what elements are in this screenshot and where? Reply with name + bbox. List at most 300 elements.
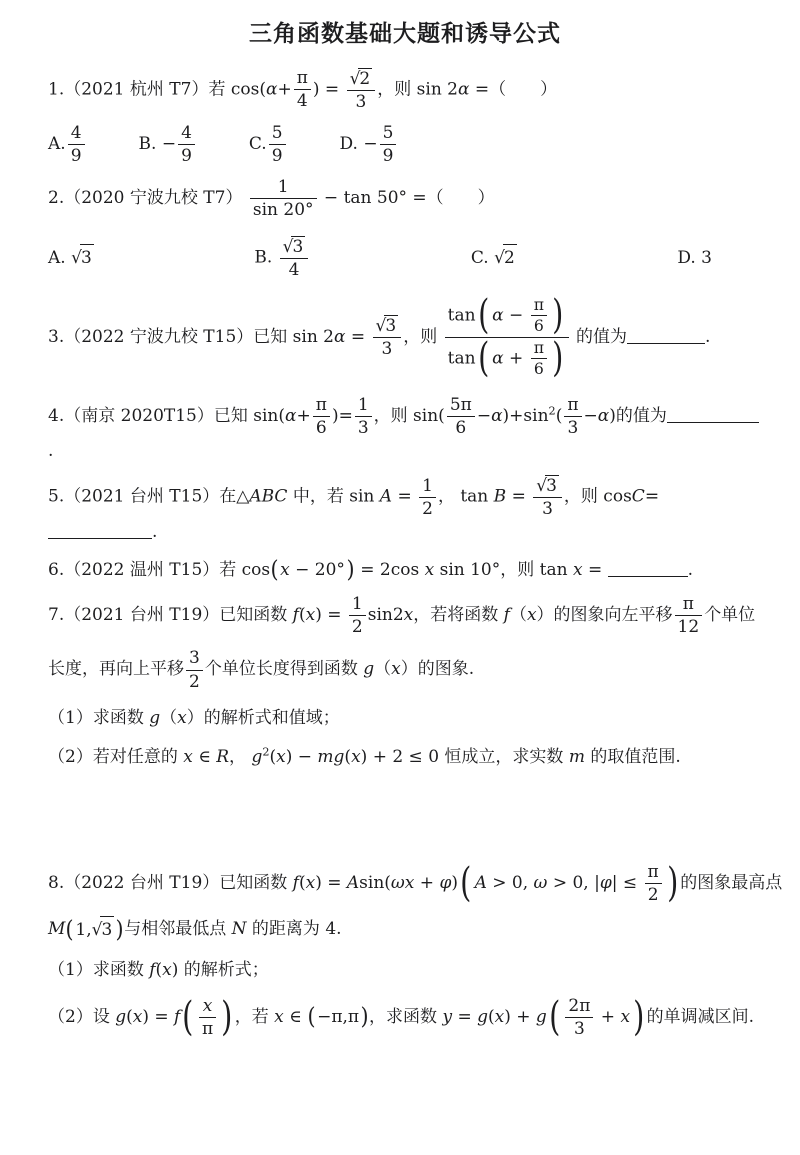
math-sqrt [350,68,373,89]
text-run: + [296,405,311,426]
text-run: − tan 50° =（ ） [318,187,495,208]
math-fraction [347,68,376,112]
radicand [100,916,114,943]
text-run: 9 [271,145,283,166]
math-fraction [445,291,569,381]
text-run: 3 [573,1019,585,1040]
fraction-denominator [645,884,662,905]
fraction-numerator [347,68,376,91]
fraction-denominator [380,145,397,166]
radicand [80,244,94,271]
text-run: ， tan [437,486,494,507]
text-run: 的距离为 4. [246,919,342,940]
text-run: 9 [70,145,82,166]
math-fraction [533,475,562,519]
text-run: 12 [677,617,700,638]
math-variable: g [363,659,375,680]
text-run: ，若将函数 [413,605,504,626]
math-paren-group [307,1004,369,1030]
text-run: + [595,1007,621,1028]
text-run: ）的图象. [400,659,475,680]
math-sqrt [283,236,306,257]
text-run: D. 3 [677,247,712,268]
text-run: ( [126,1007,133,1028]
text-run: 6.（2022 温州 T15）若 cos [48,559,271,580]
close-paren: ) [346,556,355,583]
text-run: ，则 sin 2 [377,79,458,100]
text-run: 3 [101,920,113,941]
text-run: 4 [181,122,192,143]
radical-sign-icon: √ [494,248,505,269]
superscript: 2 [548,404,556,418]
math-fraction [178,123,195,166]
text-run: )+sin [502,405,549,426]
math-fraction [531,296,547,336]
fraction-numerator [380,123,397,145]
math-variable: A [474,873,487,894]
text-run: 5π [449,394,472,415]
text-run: + [503,348,529,369]
math-variable: φ [439,873,452,894]
text-run: ，则 [403,326,443,347]
text-run: π [201,1019,214,1040]
question-2-option-c [471,244,517,271]
math-variable: α [491,405,503,426]
math-fraction [294,68,311,111]
math-paren-group [476,334,566,381]
text-run: sin 20° [252,199,314,220]
fraction-numerator [373,315,402,338]
page-title: 三角函数基础大题和诱导公式 [249,20,561,47]
answer-blank [608,559,688,577]
question-2 [48,177,762,220]
close-paren: ) [221,993,233,1040]
open-paren: ( [65,916,74,943]
math-fraction [675,594,703,637]
answer-blank [667,405,759,423]
text-run: B. [254,247,278,268]
math-variable: α [285,405,297,426]
fraction-denominator [68,145,85,166]
text-run: 3 [355,91,367,112]
math-fraction [313,395,330,438]
question-2-option-b [254,236,310,280]
text-run: 9 [382,145,394,166]
math-variable: x [162,959,172,980]
math-variable: α [597,405,610,426]
math-fraction [419,476,436,519]
math-paren-group [458,859,680,906]
math-variable: g [535,1007,547,1028]
text-run: 4 [70,122,82,143]
text-run: 的单调减区间. [646,1007,755,1028]
text-run: （2）设 [48,1007,116,1028]
text-run: 3 [381,339,393,360]
text-run: π [315,394,327,415]
math-variable: α [492,305,504,326]
math-fraction [199,996,216,1039]
fraction-denominator [347,91,376,112]
text-run: . [687,559,694,580]
math-variable: α [492,348,504,369]
math-variable: m [568,746,585,767]
text-run: （2）若对任意的 [48,746,184,767]
math-variable: x [276,746,286,767]
open-paren: ( [307,1004,316,1031]
paren-content [316,1004,360,1030]
fraction-denominator [280,259,309,280]
text-run: 3.（2022 宁波九校 T15）已知 sin 2 [48,326,334,347]
text-run: ( [298,873,306,894]
math-variable: f [149,959,156,980]
text-run: − [503,305,529,326]
radical-sign-icon: √ [91,920,103,941]
math-fraction [447,395,475,438]
text-run: 3 [542,499,553,520]
text-run: ( [269,746,277,767]
fraction-denominator [531,359,547,378]
fraction-denominator [349,616,366,637]
paren-content [474,862,665,905]
math-fraction [349,594,366,637]
fraction-denominator [178,145,195,166]
question-7-part-2 [48,744,762,770]
fraction-numerator [313,395,330,417]
fraction-denominator [531,316,547,335]
text-run: ( [155,959,163,980]
text-run: π [682,594,694,615]
radicand [545,475,559,496]
fraction-denominator [269,145,286,166]
math-variable: f [292,873,299,894]
text-run: B. − [138,133,177,154]
fraction-numerator [531,296,547,316]
text-run: ( [344,746,352,767]
text-run: 4.（南京 2020T15）已知 sin( [48,405,286,426]
math-fraction [68,123,85,166]
text-run: ) = [142,1007,175,1028]
text-run: ) 的解析式； [171,959,269,980]
text-run: ，求函数 [369,1007,443,1028]
text-run: =（ ） [469,79,558,100]
text-run: ∈ [192,746,217,767]
text-run: > 0, [486,873,534,894]
fraction-denominator [564,417,581,438]
fraction-numerator [531,339,547,359]
math-variable: ωx [390,873,415,894]
fraction-denominator [373,338,402,359]
text-run: （1）求函数 [48,959,150,980]
math-sqrt [92,916,115,943]
close-paren: ) [666,859,679,906]
math-fraction [531,339,547,379]
radicand [384,315,398,336]
text-run: （ [374,659,392,680]
math-sqrt [71,244,94,271]
question-8-line-1 [48,859,783,906]
math-fraction [564,395,581,438]
question-2-options [48,236,762,280]
question-1-option-d [340,123,399,166]
question-8-part-2 [48,993,762,1040]
paren-content [491,339,550,379]
math-sqrt [536,475,559,496]
fraction-numerator [199,996,216,1018]
text-run: π [296,68,308,89]
text-run: 1 [351,594,363,615]
text-run: π [647,862,659,883]
question-6 [48,557,762,584]
text-run: 2 [422,498,433,519]
text-run: . [152,522,158,543]
text-run: = [506,486,532,507]
text-run: = [392,486,418,507]
math-fraction [565,996,593,1039]
math-fraction [186,648,203,691]
fraction-denominator [419,498,436,519]
math-variable: x [274,1007,284,1028]
math-variable: g [149,707,161,728]
text-run: 3 [546,476,557,497]
fraction-numerator [565,996,593,1018]
fraction-numerator [447,395,475,417]
math-variable: x [424,559,435,580]
question-8-line-2 [48,916,762,943]
text-run: 的值为 [570,326,627,347]
text-run: 2π [568,996,591,1017]
math-variable: y [442,1007,453,1028]
question-7-line-2 [48,648,762,691]
close-paren: ) [552,334,564,381]
text-run: − [583,405,598,426]
text-run: ) = [315,605,347,626]
text-run: 8.（2022 台州 T19）已知函数 [48,873,293,894]
math-variable: x [132,1007,143,1028]
text-run: 1 [357,394,369,415]
math-variable: x [351,746,361,767]
text-run: = [582,559,608,580]
text-run: 6 [533,359,544,379]
math-variable: B [493,486,507,507]
text-run: ) + 2 ≤ 0 恒成立，求实数 [360,746,569,767]
text-run: 5 [382,122,394,143]
math-variable: x [305,605,316,626]
math-variable: x [280,560,290,581]
superscript: 2 [262,745,270,759]
question-7-line-1 [48,594,762,637]
open-paren: ( [270,556,279,583]
fraction-numerator [178,123,195,145]
fraction-numerator [445,291,569,338]
math-variable: g [251,746,263,767]
math-variable: f [503,605,510,626]
text-run: 6 [315,417,327,438]
math-paren-group [180,993,234,1040]
text-run: + [277,79,292,100]
answer-blank [48,521,152,539]
text-run: ）的图象向左平移 [536,605,673,626]
math-variable: x [620,1007,631,1028]
math-fraction [373,315,402,359]
math-fraction [355,395,372,438]
math-sqrt [376,315,399,336]
text-run: C. [470,248,495,269]
text-run: A. [48,133,66,154]
math-fraction [269,123,286,166]
text-run: − [476,405,492,426]
text-run: 6 [455,417,467,438]
text-run: 长度，再向上平移 [48,659,184,680]
text-run: 5.（2021 台州 T15）在△ [48,486,250,507]
question-1 [48,68,762,112]
question-1-options [48,123,762,166]
math-variable: M [48,919,66,940]
question-1-option-c [249,123,288,166]
math-variable: α [457,79,470,100]
text-run: （1）求函数 [48,707,150,728]
fraction-numerator [280,236,309,259]
text-run: 2 [351,617,363,638]
question-8-part-1 [48,957,762,983]
math-sqrt [494,244,517,271]
text-run: ，则 cos [563,486,632,507]
question-1-option-a [48,123,87,166]
fraction-numerator [269,123,286,145]
radical-sign-icon: √ [375,316,387,337]
fraction-denominator [250,199,317,220]
fraction-numerator [355,395,372,417]
close-paren: ) [115,916,124,943]
open-paren: ( [477,291,489,338]
fraction-numerator [564,395,581,417]
text-run: = [452,1007,478,1028]
text-run: 4 [288,259,300,280]
text-run: ( [298,605,306,626]
fraction-denominator [186,671,203,692]
text-run: 1 [277,176,289,197]
math-variable: x [391,659,401,680]
fraction-denominator [313,417,330,438]
math-variable: g [477,1007,488,1028]
fraction-numerator [533,475,562,498]
text-run: . [704,326,711,347]
fraction-numerator [419,476,436,498]
math-variable: x [183,746,193,767]
math-variable: x [494,1007,505,1028]
fraction-denominator [445,334,569,381]
text-run: > 0, | [547,873,600,894]
text-run: tan [447,305,476,326]
text-run: ( [488,1007,495,1028]
text-run: ) + [504,1007,536,1028]
text-run: 1 [422,475,433,496]
text-run: 2 [647,885,659,906]
text-run: = [345,326,371,347]
math-paren-group [65,916,124,943]
close-paren: ) [633,993,645,1040]
text-run: 1.（2021 杭州 T7）若 cos( [48,79,266,100]
text-run: 2.（2020 宁波九校 T7） [48,187,248,208]
text-run: 3 [567,417,579,438]
radical-sign-icon: √ [282,236,294,257]
math-variable: A [346,873,360,894]
text-run: = 2cos [354,559,425,580]
math-variable: α [265,79,278,100]
text-run: ，若 [234,1007,275,1028]
text-run: ) = [315,873,347,894]
fraction-denominator [294,90,311,111]
text-run: （ [509,605,527,626]
text-run: 7.（2021 台州 T19）已知函数 [48,605,293,626]
text-run: ) = [312,79,345,100]
fraction-numerator [250,177,317,199]
text-run: ）的解析式和值域； [186,707,340,728]
fraction-denominator [447,417,475,438]
math-paren-group [547,993,647,1040]
fraction-numerator [186,648,203,670]
text-run: ，则 sin( [373,405,445,426]
fraction-denominator [533,498,562,519]
open-paren: ( [548,993,561,1040]
math-variable: α [334,326,346,347]
text-run: ) − [285,746,318,767]
math-variable: ABC [249,486,288,507]
math-variable: ω [533,873,548,894]
text-run: 个单位长度得到函数 [204,659,364,680]
text-run: )的值为 [609,405,667,426]
text-run: 5 [271,122,283,143]
answer-blank [627,326,705,344]
text-run: )= [331,405,353,426]
text-run: 3 [385,316,397,337]
fraction-numerator [675,594,703,616]
math-variable: N [231,919,247,940]
math-variable: x [305,873,316,894]
text-run: sin2 [367,605,404,626]
text-run: 1, [75,920,92,941]
math-paren-group [270,557,355,583]
text-run: 3 [292,236,304,257]
math-fraction [645,862,662,905]
math-fraction [280,236,309,280]
text-run: 的取值范围. [584,746,681,767]
math-variable: g [115,1007,127,1028]
open-paren: ( [182,993,194,1040]
text-run: π [533,337,544,357]
text-run: 个单位 [704,605,756,626]
text-run: sin 10°，则 tan [434,559,573,580]
fraction-numerator [645,862,662,884]
question-2-option-a [48,244,94,271]
text-run: ， [229,746,252,767]
text-run: 2 [359,68,371,89]
text-run: 3 [357,417,369,438]
fraction-denominator [565,1018,593,1039]
fraction-numerator [294,68,311,90]
text-run: A. [48,248,72,269]
fraction-numerator [349,594,366,616]
text-run: 的图象最高点 [680,873,783,894]
text-run: tan [447,348,476,369]
question-1-option-b [139,123,197,166]
text-run: D. − [339,133,378,154]
text-run: 中，若 sin [287,486,380,507]
text-run: ) [451,873,458,894]
paren-content [491,296,550,336]
math-paren-group [476,291,566,338]
text-run: | ≤ [611,873,643,894]
radicand [291,236,305,257]
